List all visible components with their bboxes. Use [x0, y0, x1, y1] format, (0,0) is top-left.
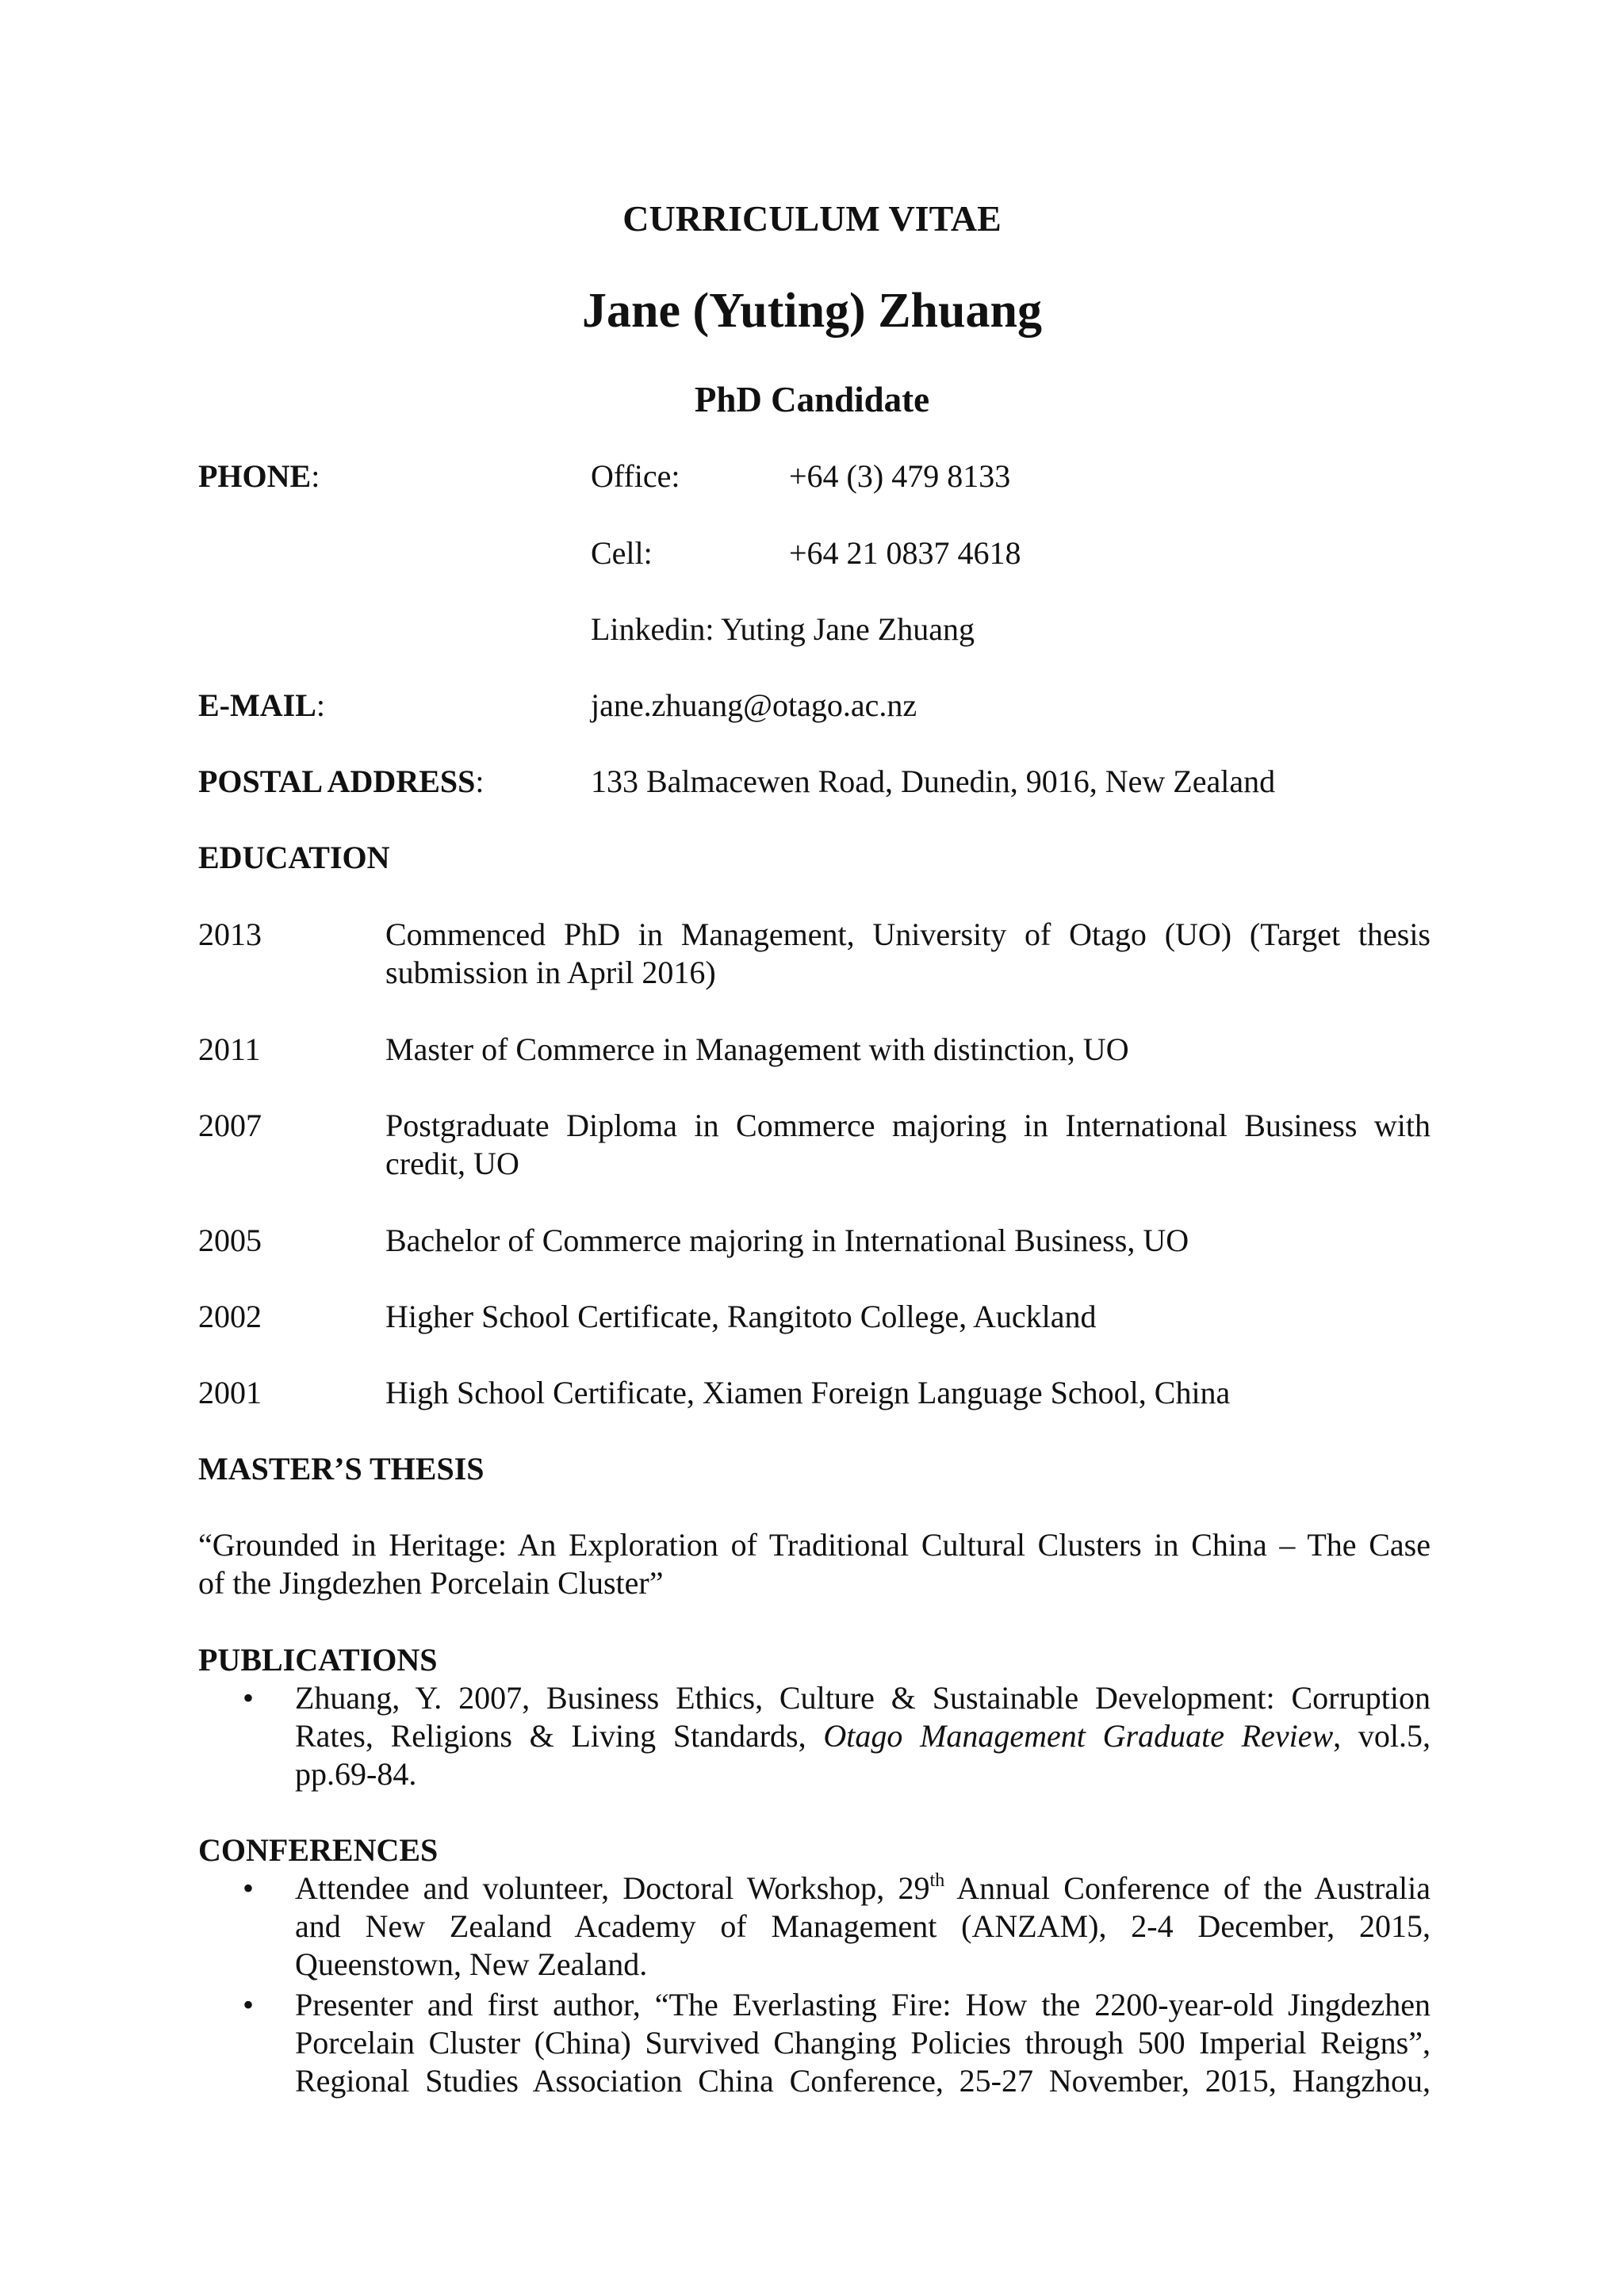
- candidate-role: PhD Candidate: [694, 380, 930, 419]
- conference-item: Attendee and volunteer, Doctoral Workshop, 29th Annual Conference of the Australia and New Zealand Academy of Management (ANZAM), 2-4 December, 2015, Queenstown, New Zealand.: [295, 1870, 1431, 1982]
- education-year: 2002: [198, 1299, 262, 1334]
- candidate-name: Jane (Yuting) Zhuang: [581, 284, 1042, 338]
- phone-label: PHONE:: [198, 458, 320, 494]
- education-entry: High School Certificate, Xiamen Foreign Language School, China: [385, 1375, 1231, 1410]
- publications-heading: PUBLICATIONS: [198, 1642, 438, 1678]
- education-heading: EDUCATION: [198, 840, 390, 875]
- conference-item: Presenter and first author, “The Everlasting Fire: How the 2200-year-old Jingdezhen Porcelain Cluster (China) Survived Changing Policies through 500 Imperial Reigns”, Regional Studies Association China Conference, 25-27 November, 2015, Hangzhou,: [295, 1987, 1431, 2099]
- office-label: Office:: [591, 458, 680, 494]
- conferences-heading: CONFERENCES: [198, 1832, 439, 1868]
- education-year: 2013: [198, 916, 262, 952]
- bullet-icon: •: [243, 1680, 255, 1716]
- email-address: jane.zhuang@otago.ac.nz: [591, 687, 917, 723]
- education-entry: Bachelor of Commerce majoring in International Business, UO: [385, 1223, 1189, 1258]
- linkedin: Linkedin: Yuting Jane Zhuang: [591, 611, 975, 647]
- education-entry: Commenced PhD in Management, University of Otago (UO) (Target thesis submission in April 2016): [385, 916, 1431, 990]
- education-year: 2011: [198, 1031, 261, 1067]
- email-label: E-MAIL:: [198, 687, 326, 723]
- bullet-icon: •: [243, 1987, 255, 2022]
- education-entry: Master of Commerce in Management with distinction, UO: [385, 1031, 1129, 1067]
- cell-phone: +64 21 0837 4618: [789, 535, 1021, 571]
- education-year: 2001: [198, 1375, 262, 1410]
- bullet-icon: •: [243, 1870, 255, 1906]
- document-title: CURRICULUM VITAE: [622, 198, 1002, 239]
- publication-item: Zhuang, Y. 2007, Business Ethics, Culture & Sustainable Development: Corruption Rates, Religions & Living Standards, Otago Management Graduate Review, vol.5, pp.69-84.: [295, 1680, 1431, 1792]
- education-year: 2005: [198, 1223, 262, 1258]
- office-phone: +64 (3) 479 8133: [789, 458, 1011, 494]
- postal-address: 133 Balmacewen Road, Dunedin, 9016, New Zealand: [591, 763, 1276, 799]
- postal-label: POSTAL ADDRESS:: [198, 763, 485, 799]
- thesis-heading: MASTER’S THESIS: [198, 1451, 485, 1487]
- education-entry: Postgraduate Diploma in Commerce majoring in International Business with credit, UO: [385, 1108, 1431, 1181]
- education-year: 2007: [198, 1108, 262, 1143]
- thesis-title: “Grounded in Heritage: An Exploration of Traditional Cultural Clusters in China – The Case of the Jingdezhen Porcelain Cluster”: [198, 1527, 1431, 1601]
- education-entry: Higher School Certificate, Rangitoto College, Auckland: [385, 1299, 1097, 1334]
- cell-label: Cell:: [591, 535, 653, 571]
